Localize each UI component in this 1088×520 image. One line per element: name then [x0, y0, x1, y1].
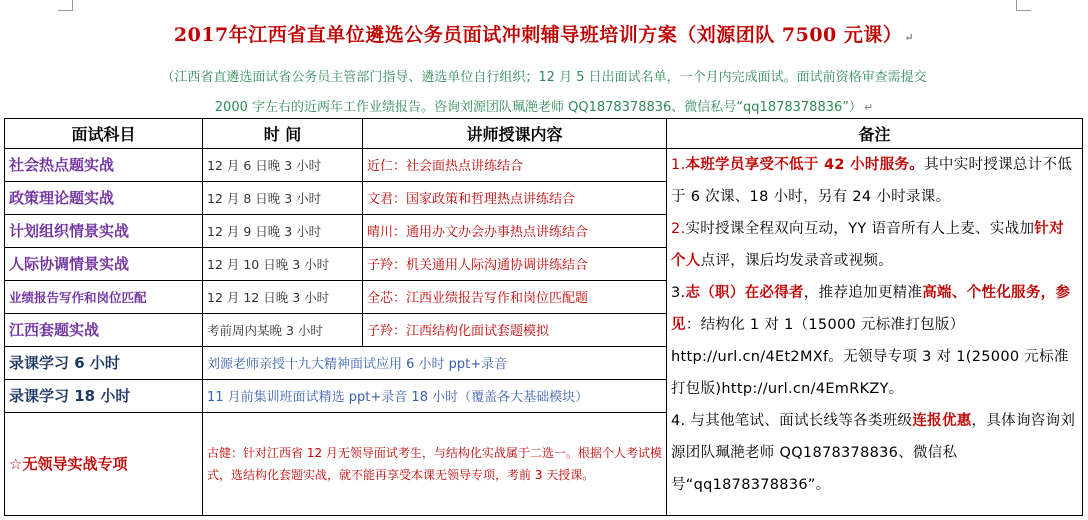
margin-corner-mark: [1016, 0, 1031, 11]
time-cell: 12 月 12 日晚 3 小时: [203, 280, 363, 313]
subject-cell: 政策理论题实战: [5, 181, 203, 214]
subject-cell: ☆无领导实战专项: [5, 412, 203, 515]
subject-cell: 江西套题实战: [5, 313, 203, 346]
subject-cell: 计划组织情景实战: [5, 214, 203, 247]
content-cell: 近仁：社会面热点讲练结合: [363, 148, 667, 181]
time-cell: 12 月 6 日晚 3 小时: [203, 148, 363, 181]
table-row: [5, 148, 1083, 181]
table-header-row: [5, 119, 1083, 149]
content-cell: 刘源老师亲授十九大精神面试应用 6 小时 ppt+录音: [203, 346, 667, 379]
content-cell: 子羚：江西结构化面试套题模拟: [363, 313, 667, 346]
subtitle-line: （江西省直遴选面试省公务员主管部门指导、遴选单位自行组织；12 月 5 日出面试名单，一个月内完成面试。面试前资格审查需提交: [161, 70, 927, 85]
time-cell: 12 月 9 日晚 3 小时: [203, 214, 363, 247]
header-content: 讲师授课内容: [363, 119, 667, 149]
content-cell: 子羚：机关通用人际沟通协调讲练结合: [363, 247, 667, 280]
time-cell: 考前周内某晚 3 小时: [203, 313, 363, 346]
training-plan-table: [4, 118, 1083, 516]
header-time: 时 间: [203, 119, 363, 149]
header-notes: 备注: [667, 119, 1083, 149]
subject-cell: 录课学习 6 小时: [5, 346, 203, 379]
content-cell: 文君：国家政策和哲理热点讲练结合: [363, 181, 667, 214]
margin-corner-mark: [58, 0, 73, 11]
content-cell: 古健：针对江西省 12 月无领导面试考生，与结构化实战属于二选一。根据个人考试模式，选结构化套题实战，就不能再享受本课无领导专项，考前 3 天授课。: [203, 412, 667, 515]
notes-cell: 1.本班学员享受不低于 42 小时服务。其中实时授课总计不低于 6 次课、18 小时，另有 24 小时录课。 2.实时授课全程双向互动，YY 语音所有人上麦、实战加针对个人点评，课后均发录音或视频。 3.志（职）在必得者，推荐追加更精准高端、个性化服务，参见：结构化 1 对 1（15000 元标准打包版）http://url.cn/4Et2MXf。无领导专项 3 对 1(25000 元标准打包版)http://url.cn/4EmRKZY。 4. 与其他笔试、面试长线等各类班级连报优惠，具体询咨询刘源团队珮滟老师 QQ1878378836、微信私号“qq1878378836”。: [667, 148, 1083, 515]
subject-cell: 录课学习 18 小时: [5, 379, 203, 412]
subject-cell: 业绩报告写作和岗位匹配: [5, 280, 203, 313]
subtitle-line: 2000 字左右的近两年工作业绩报告。咨询刘源团队珮滟老师 QQ1878378836、微信私号“qq1878378836”） ↵: [214, 100, 874, 115]
header-subject: 面试科目: [5, 119, 203, 149]
content-cell: 晴川：通用办文办会办事热点讲练结合: [363, 214, 667, 247]
content-cell: 11 月前集训班面试精选 ppt+录音 18 小时（覆盖各大基础模块）: [203, 379, 667, 412]
document-title: 2017年江西省直单位遴选公务员面试冲刺辅导班培训方案（刘源团队 7500 元课） ↵: [173, 24, 915, 46]
subject-cell: 社会热点题实战: [5, 148, 203, 181]
time-cell: 12 月 8 日晚 3 小时: [203, 181, 363, 214]
content-cell: 全芯：江西业绩报告写作和岗位匹配题: [363, 280, 667, 313]
subject-cell: 人际协调情景实战: [5, 247, 203, 280]
time-cell: 12 月 10 日晚 3 小时: [203, 247, 363, 280]
